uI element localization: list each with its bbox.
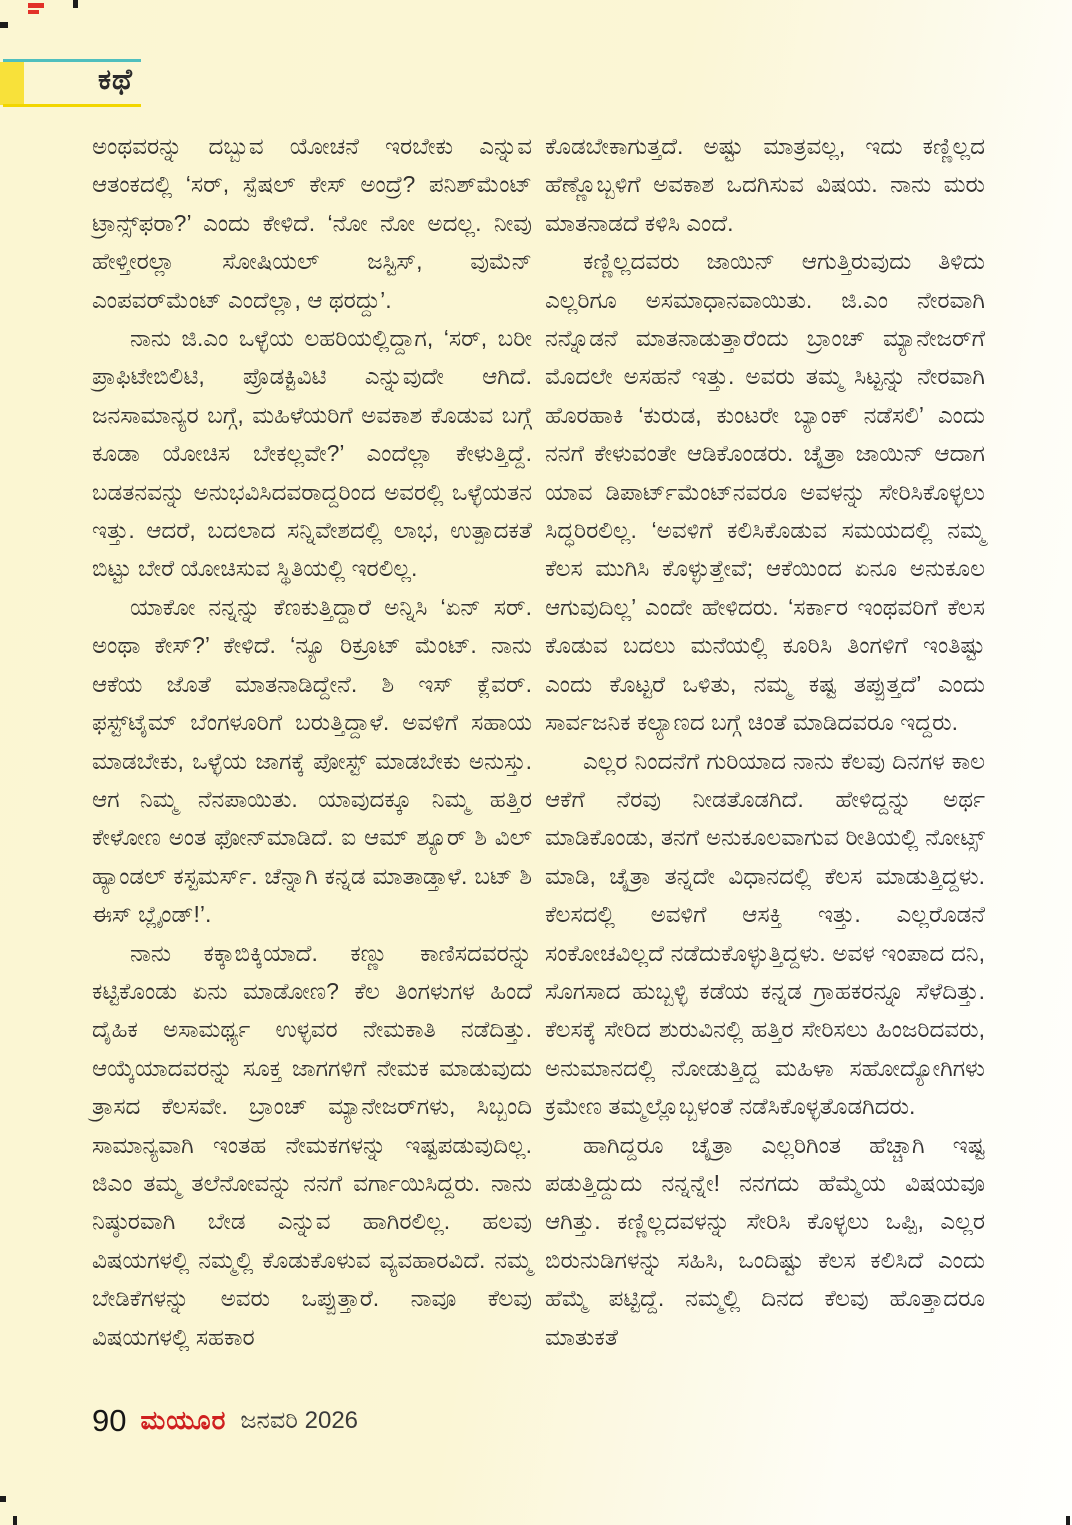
story-paragraph: ನಾನು ಜಿ.ಎಂ ಒಳ್ಳೆಯ ಲಹರಿಯಲ್ಲಿದ್ದಾಗ, ‘ಸರ್, ಬರೀ ಪ್ರಾಫಿಟೇಬಿಲಿಟಿ, ಪ್ರೊಡಕ್ಟಿವಿಟಿ ಎನ್ನುವುದೇ ಆಗಿದೆ. ಜನಸಾಮಾನ್ಯರ ಬಗ್ಗೆ, ಮಹಿಳೆಯರಿಗೆ ಅವಕಾಶ ಕೊಡುವ ಬಗ್ಗೆ ಕೂಡಾ ಯೋಚಿಸ ಬೇಕಲ್ಲವೇ?’ ಎಂದೆಲ್ಲಾ ಕೇಳುತ್ತಿದ್ದೆ. ಬಡತನವನ್ನು ಅನುಭವಿಸಿದವರಾದ್ದರಿಂದ ಅವರಲ್ಲಿ ಒಳ್ಳೆಯತನ ಇತ್ತು. ಆದರೆ, ಬದಲಾದ ಸನ್ನಿವೇಶದಲ್ಲಿ ಲಾಭ, ಉತ್ಪಾದಕತೆ ಬಿಟ್ಟು ಬೇರೆ ಯೋಚಿಸುವ ಸ್ಥಿತಿಯಲ್ಲಿ ಇರಲಿಲ್ಲ. [92, 325, 532, 582]
issue-date: ಜನವರಿ 2026 [240, 1407, 359, 1434]
page-number: 90 [92, 1403, 127, 1438]
story-paragraph: ನಾನು ಕಕ್ಕಾಬಿಕ್ಕಿಯಾದೆ. ಕಣ್ಣು ಕಾಣಿಸದವರನ್ನು ಕಟ್ಟಿಕೊಂಡು ಏನು ಮಾಡೋಣ? ಕೆಲ ತಿಂಗಳುಗಳ ಹಿಂದೆ ದೈಹಿಕ ಅಸಾಮರ್ಥ್ಯ ಉಳ್ಳವರ ನೇಮಕಾತಿ ನಡೆದಿತ್ತು. ಆಯ್ಕೆಯಾದವರನ್ನು ಸೂಕ್ತ ಜಾಗಗಳಿಗೆ ನೇಮಕ ಮಾಡುವುದು ತ್ರಾಸದ ಕೆಲಸವೇ. ಬ್ರಾಂಚ್ ಮ್ಯಾನೇಜರ್‌ಗಳು, ಸಿಬ್ಬಂದಿ ಸಾಮಾನ್ಯವಾಗಿ ಇಂತಹ ನೇಮಕಗಳನ್ನು ಇಷ್ಟಪಡುವುದಿಲ್ಲ. ಜಿಎಂ ತಮ್ಮ ತಲೆನೋವನ್ನು ನನಗೆ ವರ್ಗಾಯಿಸಿದ್ದರು. ನಾನು ನಿಷ್ಠುರವಾಗಿ ಬೇಡ ಎನ್ನುವ ಹಾಗಿರಲಿಲ್ಲ. ಹಲವು ವಿಷಯಗಳಲ್ಲಿ ನಮ್ಮಲ್ಲಿ ಕೊಡುಕೊಳುವ ವ್ಯವಹಾರವಿದೆ. ನಮ್ಮ ಬೇಡಿಕೆಗಳನ್ನು ಅವರು ಒಪ್ಪುತ್ತಾರೆ. ನಾವೂ ಕೆಲವು ವಿಷಯಗಳಲ್ಲಿ ಸಹಕಾರ [92, 939, 532, 1350]
story-paragraph: ಕೊಡಬೇಕಾಗುತ್ತದೆ. ಅಷ್ಟು ಮಾತ್ರವಲ್ಲ, ಇದು ಕಣ್ಣಿಲ್ಲದ ಹೆಣ್ಣೊಬ್ಬಳಿಗೆ ಅವಕಾಶ ಒದಗಿಸುವ ವಿಷಯ. ನಾನು ಮರು ಮಾತನಾಡದೆ ಕಳಿಸಿ ಎಂದೆ. [545, 133, 985, 236]
section-title: ಕಥೆ [98, 64, 133, 96]
header-top-rule [3, 59, 141, 62]
registration-mark-bottom-left-dash [0, 1496, 6, 1502]
header-bottom-rule [3, 104, 141, 107]
story-paragraph: ಯಾಕೋ ನನ್ನನ್ನು ಕೆಣಕುತ್ತಿದ್ದಾರೆ ಅನ್ನಿಸಿ ‘ಏನ್ ಸರ್. ಅಂಥಾ ಕೇಸ್?’ ಕೇಳಿದೆ. ‘ನ್ಯೂ ರಿಕ್ರೂಟ್ ಮೆಂಟ್. ನಾನು ಆಕೆಯ ಜೊತೆ ಮಾತನಾಡಿದ್ದೇನೆ. ಶಿ ಇಸ್ ಕ್ಲೆವರ್. ಫಸ್ಟ್‌ಟೈಮ್ ಬೆಂಗಳೂರಿಗೆ ಬರುತ್ತಿದ್ದಾಳೆ. ಅವಳಿಗೆ ಸಹಾಯ ಮಾಡಬೇಕು, ಒಳ್ಳೆಯ ಜಾಗಕ್ಕೆ ಪೋಸ್ಟ್ ಮಾಡಬೇಕು ಅನುಸ್ತು. ಆಗ ನಿಮ್ಮ ನೆನಪಾಯಿತು. ಯಾವುದಕ್ಕೂ ನಿಮ್ಮ ಹತ್ತಿರ ಕೇಳೋಣ ಅಂತ ಫೋನ್‌ಮಾಡಿದೆ. ಐ ಆಮ್ ಶ್ಯೂರ್ ಶಿ ವಿಲ್ ಹ್ಯಾಂಡಲ್ ಕಸ್ಟಮರ್ಸ್. ಚೆನ್ನಾಗಿ ಕನ್ನಡ ಮಾತಾಡ್ತಾಳೆ. ಬಟ್ ಶಿ ಈಸ್ ಬ್ಲೈಂಡ್!’. [92, 593, 532, 928]
registration-mark-bottom-right-tick [1066, 1516, 1070, 1525]
registration-mark-bottom-left-tick [13, 1516, 17, 1525]
right-column [545, 127, 985, 1356]
story-paragraph: ಅಂಥವರನ್ನು ದಬ್ಬುವ ಯೋಚನೆ ಇರಬೇಕು ಎನ್ನುವ ಆತಂಕದಲ್ಲಿ ‘ಸರ್, ಸ್ಪೆಷಲ್ ಕೇಸ್ ಅಂದ್ರೆ? ಪನಿಶ್‌ಮೆಂಟ್ ಟ್ರಾನ್ಸ್‌ಫರಾ?’ ಎಂದು ಕೇಳಿದೆ. ‘ನೋ ನೋ ಅದಲ್ಲ. ನೀವು ಹೇಳ್ತೀರಲ್ಲಾ ಸೋಷಿಯಲ್ ಜಸ್ಟಿಸ್, ವುಮೆನ್ ಎಂಪವರ್‌ಮೆಂಟ್ ಎಂದೆಲ್ಲಾ, ಆ ಥರದ್ದು’. [92, 133, 532, 313]
section-header [0, 0, 1072, 128]
left-edge-yellow-stripe [0, 62, 24, 105]
story-paragraph: ಹಾಗಿದ್ದರೂ ಚೈತ್ರಾ ಎಲ್ಲರಿಗಿಂತ ಹೆಚ್ಚಾಗಿ ಇಷ್ಟ ಪಡುತ್ತಿದ್ದುದು ನನ್ನನ್ನೇ! ನನಗದು ಹೆಮ್ಮೆಯ ವಿಷಯವೂ ಆಗಿತ್ತು. ಕಣ್ಣಿಲ್ಲದವಳನ್ನು ಸೇರಿಸಿ ಕೊಳ್ಳಲು ಒಪ್ಪಿ, ಎಲ್ಲರ ಬಿರುನುಡಿಗಳನ್ನು ಸಹಿಸಿ, ಒಂದಿಷ್ಟು ಕೆಲಸ ಕಲಿಸಿದೆ ಎಂದು ಹೆಮ್ಮೆ ಪಟ್ಟಿದ್ದೆ. ನಮ್ಮಲ್ಲಿ ದಿನದ ಕೆಲವು ಹೊತ್ತಾದರೂ ಮಾತುಕತೆ [545, 1131, 985, 1350]
left-column [92, 127, 532, 1356]
magazine-logo: ಮಯೂರ [140, 1405, 227, 1435]
story-paragraph: ಎಲ್ಲರ ನಿಂದನೆಗೆ ಗುರಿಯಾದ ನಾನು ಕೆಲವು ದಿನಗಳ ಕಾಲ ಆಕೆಗೆ ನೆರವು ನೀಡತೊಡಗಿದೆ. ಹೇಳಿದ್ದನ್ನು ಅರ್ಥ ಮಾಡಿಕೊಂಡು, ತನಗೆ ಅನುಕೂಲವಾಗುವ ರೀತಿಯಲ್ಲಿ ನೋಟ್ಸ್ ಮಾಡಿ, ಚೈತ್ರಾ ತನ್ನದೇ ವಿಧಾನದಲ್ಲಿ ಕೆಲಸ ಮಾಡುತ್ತಿದ್ದಳು. ಕೆಲಸದಲ್ಲಿ ಅವಳಿಗೆ ಆಸಕ್ತಿ ಇತ್ತು. ಎಲ್ಲರೊಡನೆ ಸಂಕೋಚವಿಲ್ಲದೆ ನಡೆದುಕೊಳ್ಳುತ್ತಿದ್ದಳು. ಅವಳ ಇಂಪಾದ ದನಿ, ಸೊಗಸಾದ ಹುಬ್ಬಳ್ಳಿ ಕಡೆಯ ಕನ್ನಡ ಗ್ರಾಹಕರನ್ನೂ ಸೆಳೆದಿತ್ತು. ಕೆಲಸಕ್ಕೆ ಸೇರಿದ ಶುರುವಿನಲ್ಲಿ ಹತ್ತಿರ ಸೇರಿಸಲು ಹಿಂಜರಿದವರು, ಅನುಮಾನದಲ್ಲಿ ನೋಡುತ್ತಿದ್ದ ಮಹಿಳಾ ಸಹೋದ್ಯೋಗಿಗಳು ಕ್ರಮೇಣ ತಮ್ಮಲ್ಲೊಬ್ಬಳಂತೆ ನಡೆಸಿಕೊಳ್ಳತೊಡಗಿದರು. [545, 747, 985, 1120]
page-footer [92, 1399, 692, 1443]
story-paragraph: ಕಣ್ಣಿಲ್ಲದವರು ಜಾಯಿನ್ ಆಗುತ್ತಿರುವುದು ತಿಳಿದು ಎಲ್ಲರಿಗೂ ಅಸಮಾಧಾನವಾಯಿತು. ಜಿ.ಎಂ ನೇರವಾಗಿ ನನ್ನೊಡನೆ ಮಾತನಾಡುತ್ತಾರೆಂದು ಬ್ರಾಂಚ್ ಮ್ಯಾನೇಜರ್‌ಗೆ ಮೊದಲೇ ಅಸಹನೆ ಇತ್ತು. ಅವರು ತಮ್ಮ ಸಿಟ್ಟನ್ನು ನೇರವಾಗಿ ಹೊರಹಾಕಿ ‘ಕುರುಡ, ಕುಂಟರೇ ಬ್ಯಾಂಕ್ ನಡೆಸಲಿ’ ಎಂದು ನನಗೆ ಕೇಳುವಂತೇ ಆಡಿಕೊಂಡರು. ಚೈತ್ರಾ ಜಾಯಿನ್ ಆದಾಗ ಯಾವ ಡಿಪಾರ್ಟ್‌ಮೆಂಟ್‌ನವರೂ ಅವಳನ್ನು ಸೇರಿಸಿಕೊಳ್ಳಲು ಸಿದ್ಧರಿರಲಿಲ್ಲ. ‘ಅವಳಿಗೆ ಕಲಿಸಿಕೊಡುವ ಸಮಯದಲ್ಲಿ ನಮ್ಮ ಕೆಲಸ ಮುಗಿಸಿ ಕೊಳ್ಳುತ್ತೇವೆ; ಆಕೆಯಿಂದ ಏನೂ ಅನುಕೂಲ ಆಗುವುದಿಲ್ಲ’ ಎಂದೇ ಹೇಳಿದರು. ‘ಸರ್ಕಾರ ಇಂಥವರಿಗೆ ಕೆಲಸ ಕೊಡುವ ಬದಲು ಮನೆಯಲ್ಲಿ ಕೂರಿಸಿ ತಿಂಗಳಿಗೆ ಇಂತಿಷ್ಟು ಎಂದು ಕೊಟ್ಟರೆ ಒಳಿತು, ನಮ್ಮ ಕಷ್ಟ ತಪ್ಪುತ್ತದೆ’ ಎಂದು ಸಾರ್ವಜನಿಕ ಕಲ್ಯಾಣದ ಬಗ್ಗೆ ಚಿಂತೆ ಮಾಡಿದವರೂ ಇದ್ದರು. [545, 248, 985, 736]
